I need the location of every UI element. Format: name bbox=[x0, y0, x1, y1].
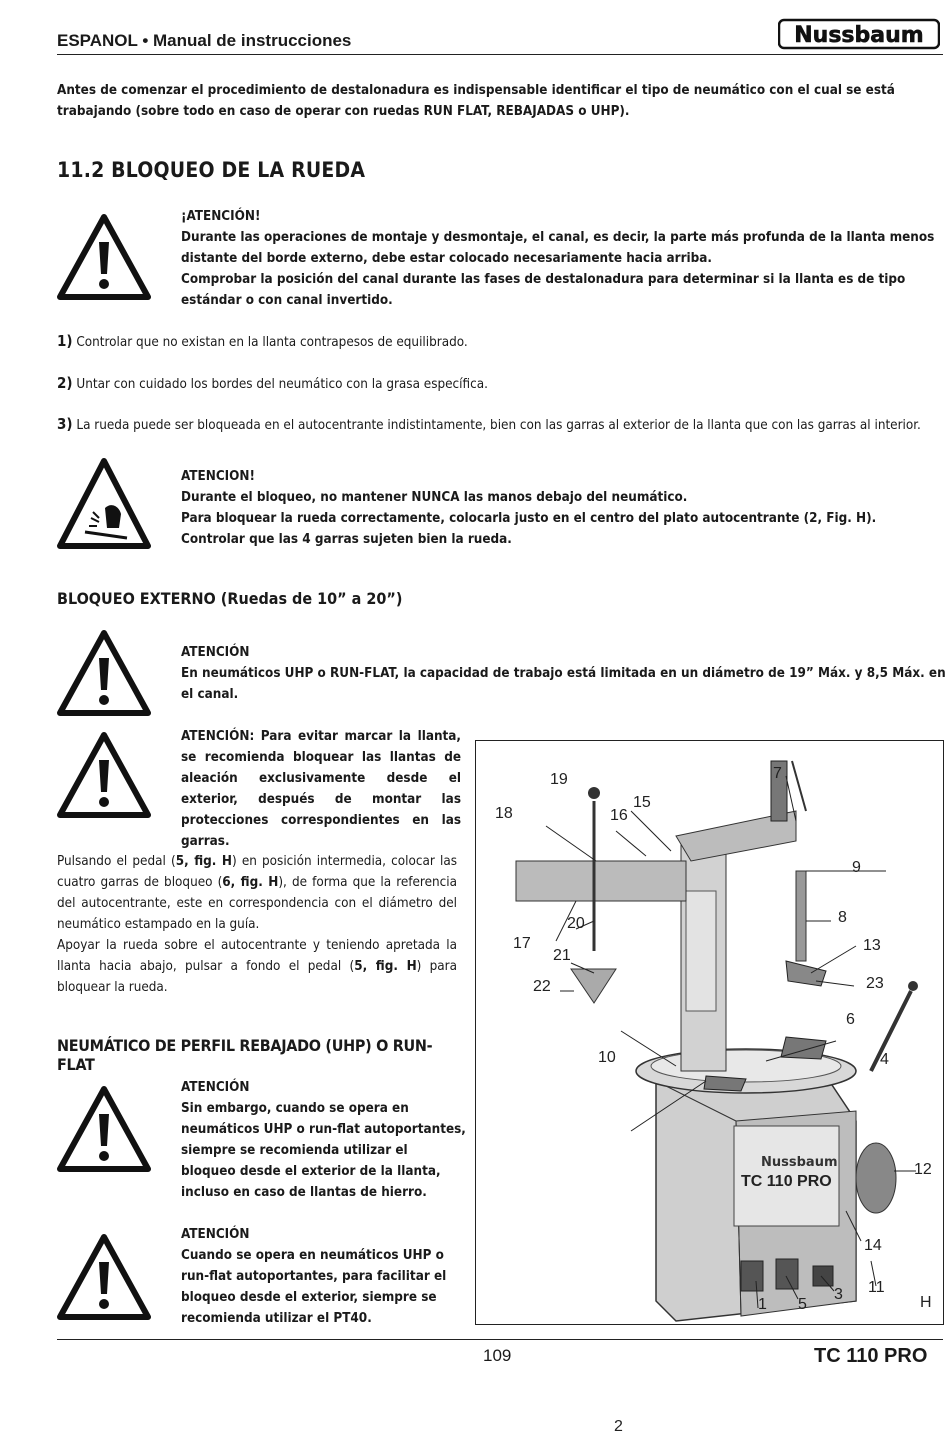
external-paragraph-1 bbox=[57, 851, 457, 935]
header-rule bbox=[57, 54, 943, 55]
hand-crush-warning-icon bbox=[55, 456, 153, 552]
warning-block-6 bbox=[181, 1224, 466, 1329]
figure-label: H bbox=[920, 1294, 932, 1311]
warning-block-2 bbox=[181, 466, 941, 550]
callout-4: 4 bbox=[880, 1051, 889, 1068]
warning-triangle-icon bbox=[55, 730, 153, 820]
callout-23: 23 bbox=[866, 975, 884, 992]
callout-14: 14 bbox=[864, 1237, 882, 1254]
callout-1: 1 bbox=[758, 1296, 767, 1313]
callout-18: 18 bbox=[495, 805, 513, 822]
subsection-title-external: BLOQUEO EXTERNO (Ruedas de 10” a 20”) bbox=[57, 589, 403, 608]
callout-2: 2 bbox=[614, 1418, 623, 1435]
callout-21: 21 bbox=[553, 947, 571, 964]
external-paragraph-2 bbox=[57, 935, 457, 998]
callout-5: 5 bbox=[798, 1296, 807, 1313]
intro-paragraph: Antes de comenzar el procedimiento de destalonadura es indispensable identificar el tipo de neumático con el cual se está trabajando (sobre todo en caso de operar con ruedas RUN FLAT, REBAJADAS o UHP). bbox=[57, 83, 895, 119]
warning-block-4 bbox=[181, 726, 461, 852]
step-1 bbox=[57, 332, 468, 350]
footer-model: TC 110 PRO bbox=[814, 1345, 928, 1367]
section-title: 11.2 BLOQUEO DE LA RUEDA bbox=[57, 158, 366, 182]
text-run: ) en posición intermedia, colocar las cuatro garras de bloqueo ( bbox=[57, 854, 457, 890]
step-number: 2) bbox=[57, 374, 73, 392]
step-number: 3) bbox=[57, 415, 73, 433]
warning-text: Durante las operaciones de montaje y desmontaje, el canal, es decir, la parte más profunda de la llanta menos distante del borde externo, debe estar colocado necesariamente hacia arriba. bbox=[181, 230, 935, 266]
callout-9: 9 bbox=[852, 859, 861, 876]
page-number: 109 bbox=[483, 1346, 512, 1365]
callout-20: 20 bbox=[567, 915, 585, 932]
warning-title: ATENCION! bbox=[181, 469, 255, 484]
warning-block-5 bbox=[181, 1077, 466, 1203]
warning-triangle-icon bbox=[55, 1084, 153, 1174]
svg-text:Nussbaum: Nussbaum bbox=[794, 23, 924, 48]
text-run: Pulsando el pedal ( bbox=[57, 854, 176, 869]
callout-13: 13 bbox=[863, 937, 881, 954]
text-run: ), de forma que la referencia del autocentrante, este en correspondencia con el diámetro del neumático estampado en la guía. bbox=[57, 875, 457, 932]
step-number: 1) bbox=[57, 332, 73, 350]
callout-11: 11 bbox=[868, 1279, 885, 1296]
warning-text: Durante el bloqueo, no mantener NUNCA las manos debajo del neumático. bbox=[181, 490, 688, 505]
warning-text: Cuando se opera en neumáticos UHP o run-flat autoportantes, para facilitar el bloqueo desde el exterior, siempre se recomienda utilizar el PT40. bbox=[181, 1248, 447, 1326]
figure-ref: 6, fig. H bbox=[222, 875, 279, 890]
warning-text: Sin embargo, cuando se opera en neumáticos UHP o run-flat autoportantes, siempre se recomienda utilizar el bloqueo desde el exterior de la llanta, incluso en caso de llantas de hierro. bbox=[181, 1101, 466, 1200]
step-2 bbox=[57, 374, 488, 392]
callout-22: 22 bbox=[533, 978, 551, 995]
callout-17: 17 bbox=[513, 935, 531, 952]
subsection-title-uhp: NEUMÁTICO DE PERFIL REBAJADO (UHP) O RUN-FLAT bbox=[57, 1036, 433, 1074]
footer-rule bbox=[57, 1339, 943, 1340]
callout-8: 8 bbox=[838, 909, 847, 926]
callout-6: 6 bbox=[846, 1011, 855, 1028]
callout-10: 10 bbox=[598, 1049, 616, 1066]
warning-title: ATENCIÓN bbox=[181, 645, 250, 660]
warning-title: ¡ATENCIÓN! bbox=[181, 209, 261, 224]
step-text: La rueda puede ser bloqueada en el autocentrante indistintamente, bien con las garras al exterior de la llanta que con las garras al interior. bbox=[76, 418, 921, 433]
warning-text: En neumáticos UHP o RUN-FLAT, la capacidad de trabajo está limitada en un diámetro de 19” Máx. y 8,5 Máx. en el canal. bbox=[181, 666, 946, 702]
step-3 bbox=[57, 415, 950, 433]
header-title: ESPANOL • Manual de instrucciones bbox=[57, 31, 352, 50]
warning-text: Para evitar marcar la llanta, se recomienda bloquear las llantas de aleación exclusivamente desde el exterior, después de montar las protecciones correspondientes en las garras. bbox=[181, 729, 461, 849]
machine-brand-label: Nussbaum bbox=[761, 1155, 838, 1170]
warning-block-3 bbox=[181, 642, 946, 705]
text-run: ) para bloquear la rueda. bbox=[57, 959, 458, 995]
warning-title: ATENCIÓN bbox=[181, 1080, 250, 1095]
warning-text: Para bloquear la rueda correctamente, colocarla justo en el centro del plato autocentrante (2, Fig. H). bbox=[181, 511, 877, 526]
warning-title: ATENCIÓN: bbox=[181, 729, 255, 744]
machine-model-label: TC 110 PRO bbox=[741, 1173, 832, 1190]
warning-title: ATENCIÓN bbox=[181, 1227, 250, 1242]
callout-3: 3 bbox=[834, 1286, 843, 1303]
warning-text: Controlar que las 4 garras sujeten bien la rueda. bbox=[181, 532, 512, 547]
figure-ref: 5, fig. H bbox=[175, 854, 232, 869]
callout-15: 15 bbox=[633, 794, 651, 811]
text-run: Apoyar la rueda sobre el autocentrante y teniendo apretada la llanta hacia abajo, pulsar a fondo el pedal ( bbox=[57, 938, 457, 974]
callout-19: 19 bbox=[550, 771, 568, 788]
step-text: Untar con cuidado los bordes del neumático con la grasa específica. bbox=[76, 377, 488, 392]
warning-block-1 bbox=[181, 206, 946, 311]
warning-text: Comprobar la posición del canal durante las fases de destalonadura para determinar si la llanta es de tipo estándar o con canal invertido. bbox=[181, 272, 906, 308]
callout-16: 16 bbox=[610, 807, 628, 824]
nussbaum-logo bbox=[778, 18, 940, 50]
warning-triangle-icon bbox=[55, 1232, 153, 1322]
figure-ref: 5, fig. H bbox=[354, 959, 417, 974]
callout-7: 7 bbox=[773, 765, 782, 782]
step-text: Controlar que no existan en la llanta contrapesos de equilibrado. bbox=[76, 335, 468, 350]
warning-triangle-icon bbox=[55, 212, 153, 302]
warning-triangle-icon bbox=[55, 628, 153, 718]
callout-12: 12 bbox=[914, 1161, 932, 1178]
